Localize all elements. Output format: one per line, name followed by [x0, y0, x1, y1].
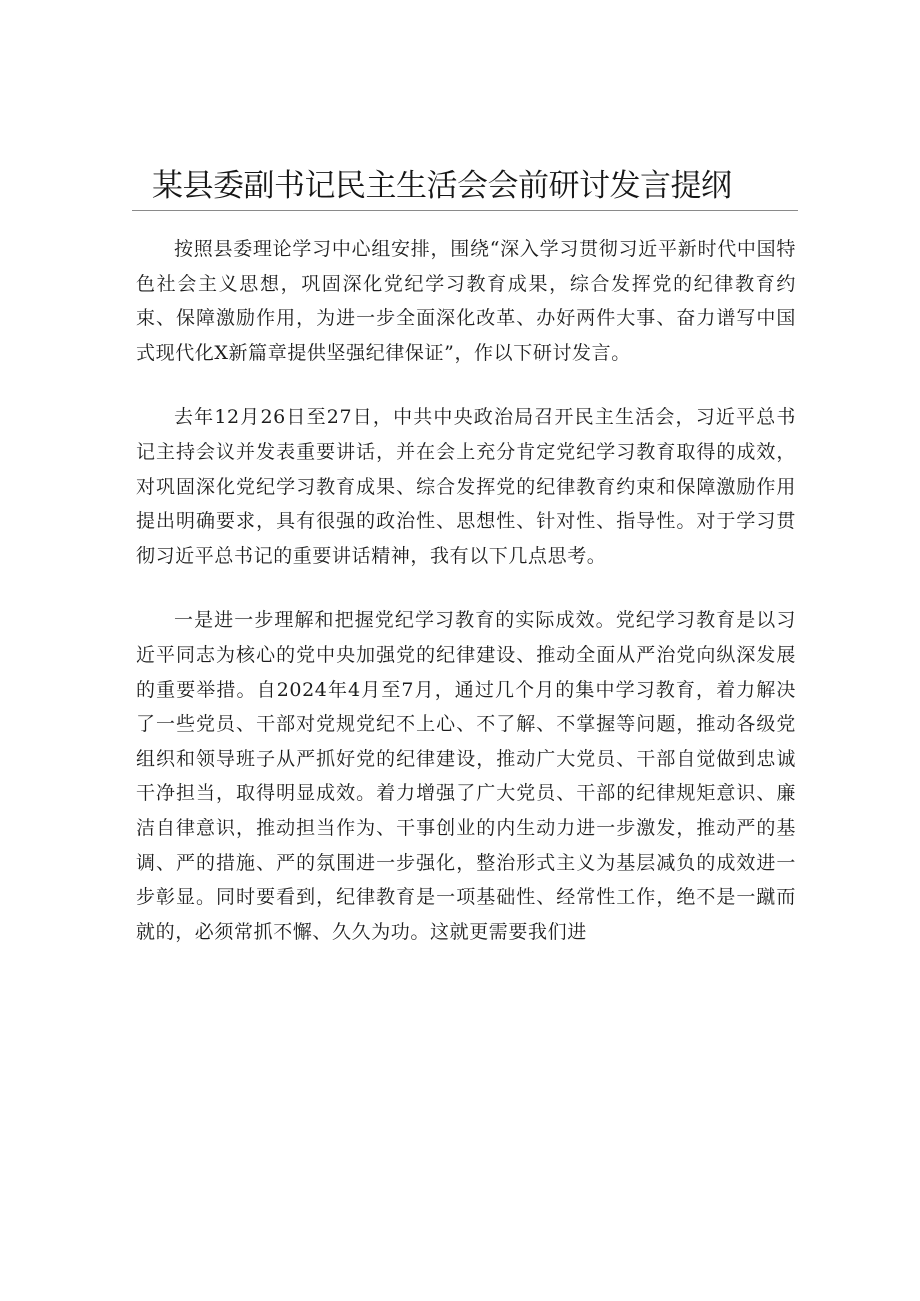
- paragraph-background: 去年12月26日至27日，中共中央政治局召开民主生活会，习近平总书记主持会议并发表重要讲话，并在会上充分肯定党纪学习教育取得的成效，对巩固深化党纪学习教育成果、综合发挥党的纪律教育约束和保障激励作用提出明确要求，具有很强的政治性、思想性、针对性、指导性。对于学习贯彻习近平总书记的重要讲话精神，我有以下几点思考。: [136, 406, 796, 567]
- paragraph-intro: 按照县委理论学习中心组安排，围绕“深入学习贯彻习近平新时代中国特色社会主义思想，巩固深化党纪学习教育成果，综合发挥党的纪律教育约束、保障激励作用，为进一步全面深化改革、办好两件大事、奋力谱写中国式现代化X新篇章提供坚强纪律保证”，作以下研讨发言。: [136, 238, 796, 364]
- document-title: 某县委副书记民主生活会会前研讨发言提纲: [152, 168, 732, 204]
- paragraph-point-one: 一是进一步理解和把握党纪学习教育的实际成效。党纪学习教育是以习近平同志为核心的党中央加强党的纪律建设、推动全面从严治党向纵深发展的重要举措。自2024年4月至7月，通过几个月的集中学习教育，着力解决了一些党员、干部对党规党纪不上心、不了解、不掌握等问题，推动各级党组织和领导班子从严抓好党的纪律建设，推动广大党员、干部自觉做到忠诚干净担当，取得明显成效。着力增强了广大党员、干部的纪律规矩意识、廉洁自律意识，推动担当作为、干事创业的内生动力进一步激发，推动严的基调、严的措施、严的氛围进一步强化，整治形式主义为基层减负的成效进一步彰显。同时要看到，纪律教育是一项基础性、经常性工作，绝不是一蹴而就的，必须常抓不懈、久久为功。这就更需要我们进: [136, 609, 796, 943]
- title-underline: [132, 210, 798, 211]
- document-body: [136, 232, 796, 949]
